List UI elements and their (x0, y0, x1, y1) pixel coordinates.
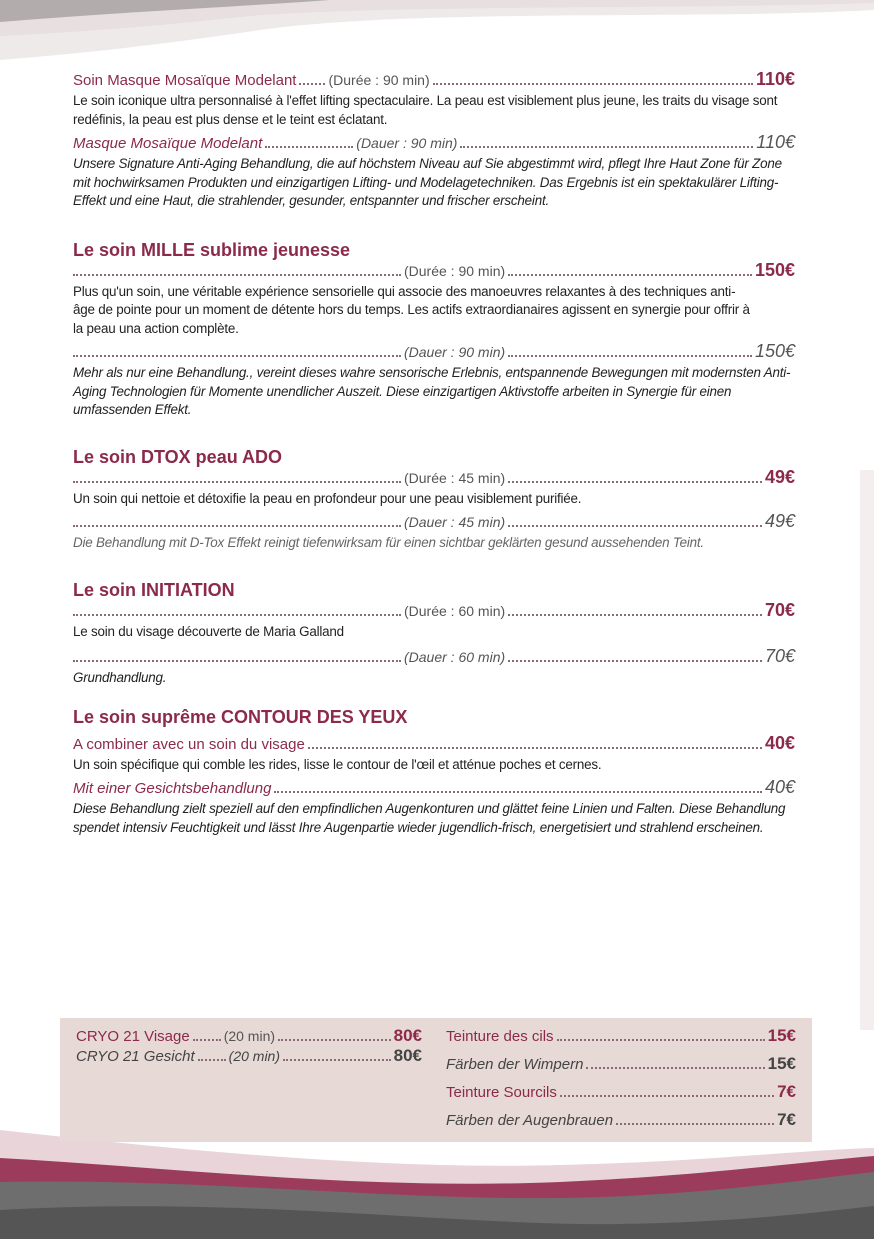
item-duration: (Durée : 60 min) (404, 602, 506, 619)
extra-label: Teinture Sourcils (446, 1084, 557, 1101)
item-de-line (73, 133, 795, 153)
item-title: Soin Masque Mosaïque Modelant (73, 72, 297, 89)
extra-price: 7€ (777, 1082, 796, 1101)
item-duration: (Durée : 45 min) (404, 469, 506, 486)
extra-row (446, 1052, 796, 1077)
section-title: Le soin MILLE sublime jeunesse (73, 239, 351, 260)
item-description-de: Die Behandlung mit D-Tox Effekt reinigt tiefenwirksam für einen sichtbar geklärten gesund aussehenden Teint. (73, 535, 704, 550)
item-title: A combiner avec un soin du visage (73, 735, 305, 753)
dot-leader (278, 1039, 391, 1041)
dot-leader (616, 1123, 774, 1125)
section-title: Le soin DTOX peau ADO (73, 446, 283, 467)
extra-label: CRYO 21 Gesicht (76, 1048, 195, 1065)
item-price-de: 110€ (756, 132, 795, 152)
item-description-fr: Plus qu'un soin, une véritable expérience sensorielle qui associe des manoeuvres relaxantes à des techniques anti-âge de pointe pour un moment de détente hors du temps. Les actifs extraordianaires agissent en synergie pour offrir à la peau una action complète. (73, 283, 750, 336)
extras-box (60, 1018, 812, 1142)
item-description-de: Unsere Signature Anti-Aging Behandlung, die auf höchstem Niveau auf Sie abgestimmt wird, pflegt Ihre Haut Zone für Zone mit hochwirksamen Produkten und einzigartigen Lifting- und Modelagetechniken. Das Ergebnis ist ein spektakulärer Lifting-Effekt und eine Haut, die strahlender, gesunder, entspannter und frischer erscheint. (73, 156, 782, 208)
dot-leader (73, 274, 401, 276)
item-price-de: 40€ (764, 777, 795, 797)
item-description-fr: Un soin qui nettoie et détoxifie la peau en profondeur pour une peau visiblement purifiée. (73, 490, 582, 506)
item-de-line (73, 778, 795, 798)
extra-row (446, 1024, 796, 1049)
item-price-de: 150€ (754, 341, 795, 361)
dot-leader (274, 791, 762, 793)
dot-leader (508, 525, 762, 527)
dot-leader (193, 1039, 221, 1041)
item-fr-line (73, 261, 795, 281)
item-duration-de: (Dauer : 45 min) (404, 514, 506, 530)
item-description-de: Mehr als nur eine Behandlung., vereint dieses wahre sensorische Erlebnis, entspannende Bewegungen mit modernsten Anti-Aging Technologien für Momente unendlicher Auszeit. Diese einzigartigen Aktivstoffe arbeiten in Synergie für einen umfassenden Effekt. (73, 365, 791, 417)
dot-leader (508, 481, 762, 483)
item-price: 70€ (764, 599, 795, 620)
dot-leader (508, 660, 762, 662)
item-price: 49€ (764, 466, 795, 487)
dot-leader (299, 83, 325, 85)
price-list (73, 70, 795, 841)
item-de-line (73, 342, 795, 362)
item-duration-de: (Dauer : 90 min) (404, 344, 506, 360)
extra-row (76, 1044, 422, 1069)
dot-leader (73, 525, 401, 527)
item-description-de: Grundhandlung. (73, 670, 167, 685)
item-title-de: Masque Mosaïque Modelant (73, 135, 263, 152)
item-price: 150€ (754, 259, 795, 280)
dot-leader (560, 1095, 774, 1097)
extra-duration: (20 min) (228, 1048, 281, 1064)
item-price-de: 70€ (764, 646, 795, 666)
item-description-fr: Le soin iconique ultra personnalisé à l'effet lifting spectaculaire. La peau est visiblement plus jeune, les traits du visage sont redéfinis, la peau est plus dense et le teint est éclatant. (73, 93, 778, 127)
dot-leader (308, 747, 762, 749)
item-duration-de: (Dauer : 60 min) (404, 649, 506, 665)
item-fr-line (73, 601, 795, 621)
extra-row (446, 1080, 796, 1105)
item-description-de: Diese Behandlung zielt speziell auf den empfindlichen Augenkonturen und glättet feine Linien und Falten. Diese Behandlung spendet intensiv Feuchtigkeit und lässt Ihre Augenpartie wieder jugendlich-frisch, energetisiert und strahlend erscheinen. (73, 801, 786, 835)
dot-leader (433, 83, 753, 85)
dot-leader (557, 1039, 765, 1041)
item-de-line (73, 647, 795, 667)
extra-price: 15€ (767, 1026, 796, 1045)
extra-price: 7€ (777, 1110, 796, 1129)
item-price: 110€ (755, 69, 795, 89)
item-fr-line (73, 70, 795, 90)
item-price: 40€ (764, 732, 795, 753)
dot-leader (198, 1059, 226, 1061)
extra-label: Färben der Augenbrauen (446, 1112, 614, 1129)
item-description-fr: Un soin spécifique qui comble les rides, lisse le contour de l'œil et atténue poches et cernes. (73, 756, 602, 772)
item-price-de: 49€ (764, 511, 795, 531)
extra-duration: (20 min) (223, 1028, 276, 1044)
extra-price: 15€ (767, 1054, 796, 1073)
dot-leader (73, 355, 401, 357)
dot-leader (508, 614, 762, 616)
item-title-de: Mit einer Gesichtsbehandlung (73, 780, 272, 797)
item-duration: (Durée : 90 min) (404, 262, 506, 279)
extra-label: Teinture des cils (446, 1028, 554, 1045)
dot-leader (73, 660, 401, 662)
dot-leader (508, 274, 752, 276)
section-dtox (73, 446, 795, 553)
extras-teinture (446, 1024, 796, 1133)
item-duration: (Durée : 90 min) (328, 72, 430, 88)
dot-leader (73, 614, 401, 616)
extras-cryo (76, 1024, 422, 1069)
item-fr-line (73, 734, 795, 754)
section-mille-sublime (73, 239, 795, 420)
dot-leader (586, 1067, 764, 1069)
section-initiation (73, 579, 795, 688)
section-masque-mosaique (73, 70, 795, 211)
dot-leader (265, 146, 353, 148)
dot-leader (508, 355, 752, 357)
extra-label: Färben der Wimpern (446, 1056, 584, 1073)
section-title: Le soin suprême CONTOUR DES YEUX (73, 706, 408, 727)
extra-price: 80€ (393, 1046, 422, 1065)
section-contour-yeux (73, 706, 795, 838)
item-de-line (73, 512, 795, 532)
extra-label: CRYO 21 Visage (76, 1028, 190, 1045)
dot-leader (283, 1059, 391, 1061)
item-duration-de: (Dauer : 90 min) (356, 135, 458, 151)
extra-row (446, 1108, 796, 1133)
dot-leader (460, 146, 753, 148)
extra-price: 80€ (393, 1026, 422, 1045)
dot-leader (73, 481, 401, 483)
item-fr-line (73, 468, 795, 488)
section-title: Le soin INITIATION (73, 579, 235, 600)
item-description-fr: Le soin du visage découverte de Maria Galland (73, 623, 344, 639)
